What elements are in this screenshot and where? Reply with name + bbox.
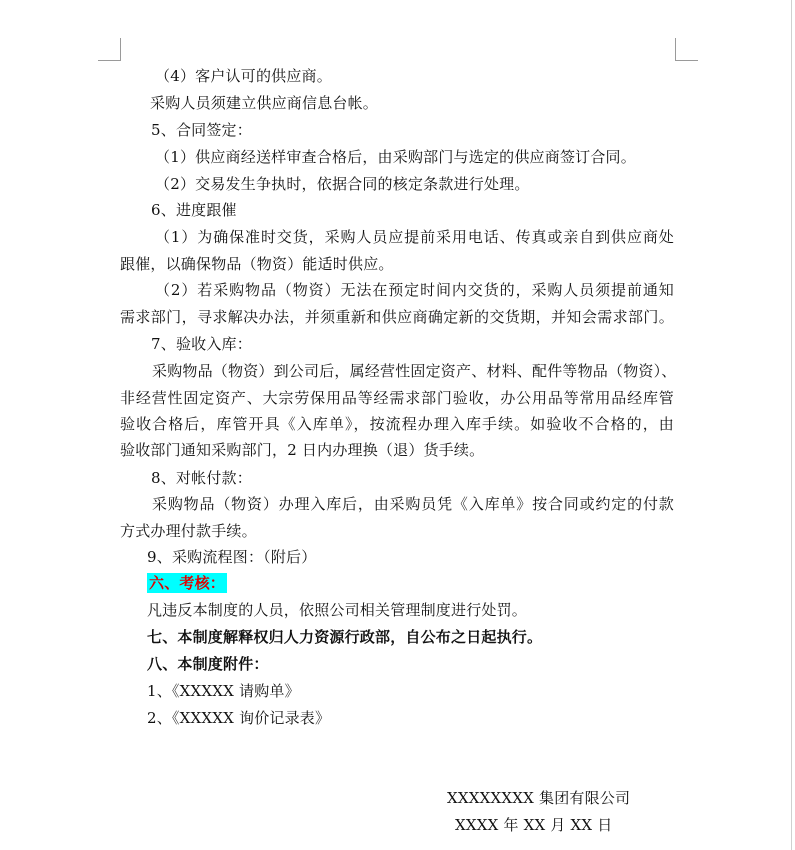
crop-mark-top-left [98, 60, 121, 61]
list-item: （1）供应商经送样审查合格后，由采购部门与选定的供应商签订合同。 [155, 148, 636, 166]
company-signature: XXXXXXXX 集团有限公司 [447, 789, 631, 807]
paragraph: 采购人员须建立供应商信息台帐。 [150, 94, 379, 112]
crop-mark-top-left [120, 38, 121, 60]
paragraph: 采购物品（物资）到公司后，属经营性固定资产、材料、配件等物品（物资）、 [152, 362, 677, 380]
section-heading: 8、对帐付款： [151, 469, 252, 487]
paragraph: 方式办理付款手续。 [120, 522, 257, 540]
paragraph: 验收部门通知采购部门，2 日内办理换（退）货手续。 [120, 441, 485, 459]
paragraph: 凡违反本制度的人员，依照公司相关管理制度进行处罚。 [147, 601, 528, 619]
paragraph: 采购物品（物资）办理入库后，由采购员凭《入库单》按合同或约定的付款 [152, 495, 674, 513]
list-item: （1）为确保准时交货，采购人员应提前采用电话、传真或亲自到供应商处 [155, 228, 674, 246]
paragraph: 验收合格后，库管开具《入库单》，按流程办理入库手续。如验收不合格的，由 [120, 415, 674, 433]
section-heading: 6、进度跟催 [151, 201, 237, 219]
paragraph: 跟催，以确保物品（物资）能适时供应。 [120, 255, 394, 273]
paragraph: 非经营性固定资产、大宗劳保用品等经需求部门验收，办公用品等常用品经库管 [120, 389, 674, 407]
section-heading: 八、本制度附件： [147, 655, 269, 673]
section-heading: 七、本制度解释权归人力资源行政部，自公布之日起执行。 [147, 628, 543, 646]
page-edge [791, 0, 792, 850]
section-heading: 9、采购流程图：（附后） [147, 548, 317, 566]
attachment-item: 1、《XXXXX 请购单》 [147, 682, 300, 700]
crop-mark-top-right [675, 38, 676, 60]
crop-mark-top-right [675, 60, 698, 61]
list-item: （2）若采购物品（物资）无法在预定时间内交货的，采购人员须提前通知 [155, 281, 674, 299]
attachment-item: 2、《XXXXX 询价记录表》 [147, 709, 331, 727]
list-item: （4）客户认可的供应商。 [155, 67, 332, 85]
section-heading: 5、合同签定： [151, 121, 252, 139]
assessment-heading: 六、考核： [149, 574, 226, 592]
list-item: （2）交易发生争执时，依据合同的核定条款进行处理。 [155, 175, 530, 193]
signature-date: XXXX 年 XX 月 XX 日 [455, 816, 613, 834]
paragraph: 需求部门，寻求解决办法，并须重新和供应商确定新的交货期，并知会需求部门。 [120, 308, 674, 326]
highlighted-heading [147, 573, 227, 593]
section-heading: 7、验收入库： [151, 335, 252, 353]
